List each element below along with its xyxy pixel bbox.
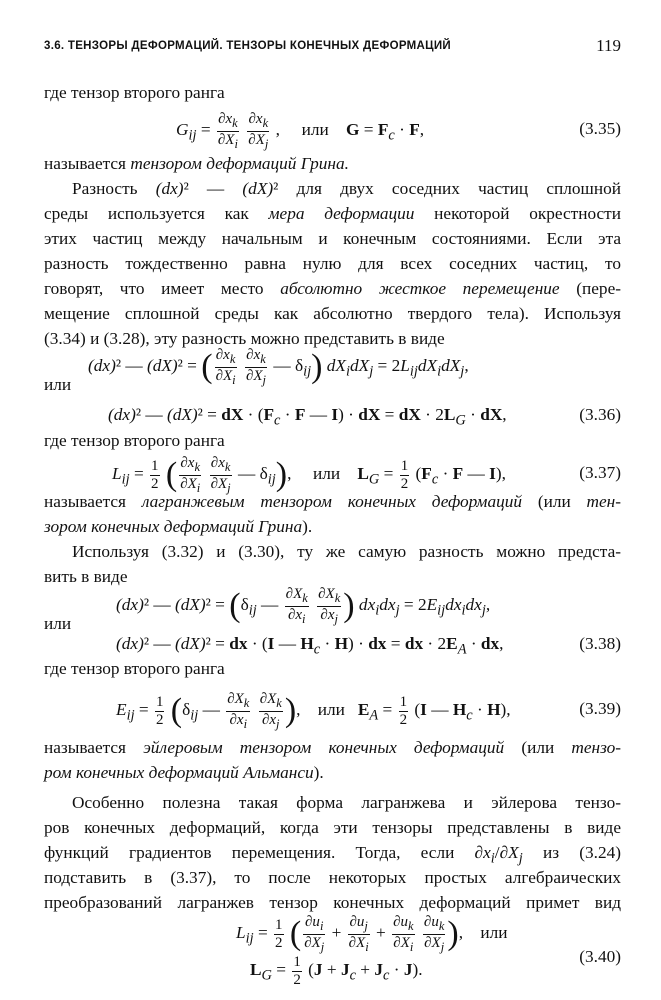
text-line: Разность (dx)² — (dX)² для двух соседних частиц сплошной (72, 179, 622, 198)
text-line: этих частиц между начальным и конечным состояниями. Если эта (44, 229, 621, 248)
text-line: зором конечных деформаций Грина). (44, 517, 313, 536)
equation-number: (3.40) (579, 947, 621, 966)
equation-3-39: $E_{ij}$ = $\frac{1}{2}$ ($\delta_{ij}$ — $\frac{\partial X_k}{\partial x_i}$ $\frac{\partial X_k}{\partial x_j}$ ), или $E_A$ = $\frac{1}{2}$ (I — $H_c \cdot H$), (116, 691, 511, 731)
equation-number: (3.39) (579, 699, 621, 718)
running-header (44, 36, 621, 60)
equation-difference-eulerian: (dx)² — $(dX)^2 = (\delta_{ij}$ — $\frac{\partial X_k}{\partial x_i}$ $\frac{\partial X_k}{\partial x_j}$ ) $dx_idx_j = 2E_{ij}dx_idx_j$, (116, 586, 491, 626)
text-line: подставить в (3.37), то после некоторых простых алгебраических (44, 868, 621, 887)
text-line: или (44, 614, 72, 633)
text-line: где тензор второго ранга (44, 83, 225, 102)
equation-number: (3.37) (579, 463, 621, 482)
text-line: где тензор второго ранга (44, 659, 225, 678)
text-line: ром конечных деформаций Альманси). (44, 763, 324, 782)
text-line: среды используется как мера деформации некоторой окрестности (44, 204, 621, 223)
page-number: 119 (596, 36, 621, 55)
text-line: где тензор второго ранга (44, 431, 225, 450)
text-line: мещение сплошной среды как абсолютно твердого тела). Используя (44, 304, 621, 323)
text-line: Используя (3.32) и (3.30), ту же самую разность можно предста- (72, 542, 621, 561)
text-line: называется лагранжевым тензором конечных деформаций (или тен- (44, 492, 621, 511)
equation-3-40-first-line: $L_{ij}$ = $\frac{1}{2}$ ( $\frac{\partial u_i}{\partial X_j}$ + $\frac{\partial u_j}{\partial X_i}$ + $\frac{\partial u_k}{\partial X_i}$ $\frac{\partial u_k}{\partial X_j}$ ), или (236, 914, 508, 954)
equation-3-35: $G_{ij}$ = $\frac{\partial x_k}{\partial X_i}$ $\frac{\partial x_k}{\partial X_j}$ , или $G = F_c \cdot F$, (176, 111, 425, 151)
equation-number: (3.38) (579, 634, 621, 653)
text-line: преобразований лагранжев тензор конечных деформаций примет вид (44, 893, 621, 912)
equation-number: (3.36) (579, 405, 621, 424)
section-title: 3.6. ТЕНЗОРЫ ДЕФОРМАЦИЙ. ТЕНЗОРЫ КОНЕЧНЫХ ДЕФОРМАЦИЙ (44, 40, 451, 52)
equation-3-37: $L_{ij}$ = $\frac{1}{2}$ ( $\frac{\partial x_k}{\partial X_i}$ $\frac{\partial x_k}{\partial X_j}$ — $\delta_{ij}$), или $L_G$ = $\frac{1}{2}$ ($F_c \cdot F$ — I), (112, 455, 506, 495)
text-line: ров конечных деформаций, когда эти тензоры представлены в виде (44, 818, 621, 837)
text-line: Особенно полезна такая форма лагранжева и эйлерова тензо- (72, 793, 621, 812)
equation-3-40-second-line: $L_G$ = $\frac{1}{2}$ $(J + J_c + J_c \cdot J)$. (250, 953, 423, 988)
equation-3-36: (dx)² — (dX)² = dX · ($F_c \cdot F$ — I) · dX = dX · $2L_G$ · dX, (108, 405, 507, 429)
equation-number: (3.35) (579, 119, 621, 138)
text-line: функций градиентов перемещения. Тогда, если $\partial x_i/\partial X_j$ из (3.24) (44, 843, 621, 867)
equation-difference-lagrangian: (dx)² — (dX)² = ( $\frac{\partial x_k}{\partial X_i}$ $\frac{\partial x_k}{\partial X_j}$ — $\delta_{ij}$) $dX_idX_j = 2L_{ij}dX_idX_j$, (88, 347, 469, 387)
text-line: вить в виде (44, 567, 128, 586)
text-line: или (44, 375, 72, 394)
text-line: говорят, что имеет место абсолютно жесткое перемещение (пере- (44, 279, 621, 298)
equation-3-38: (dx)² — (dX)² = dx · (I — $H_c \cdot H$) · dx = dx · $2E_A$ · dx, (116, 634, 504, 658)
text-line: называется тензором деформаций Грина. (44, 154, 349, 173)
text-line: называется эйлеровым тензором конечных деформаций (или тензо- (44, 738, 622, 757)
text-line: разность тождественно равна нулю для всех соседних частиц, то (44, 254, 621, 273)
text-line: (3.34) и (3.28), эту разность можно представить в виде (44, 329, 445, 348)
